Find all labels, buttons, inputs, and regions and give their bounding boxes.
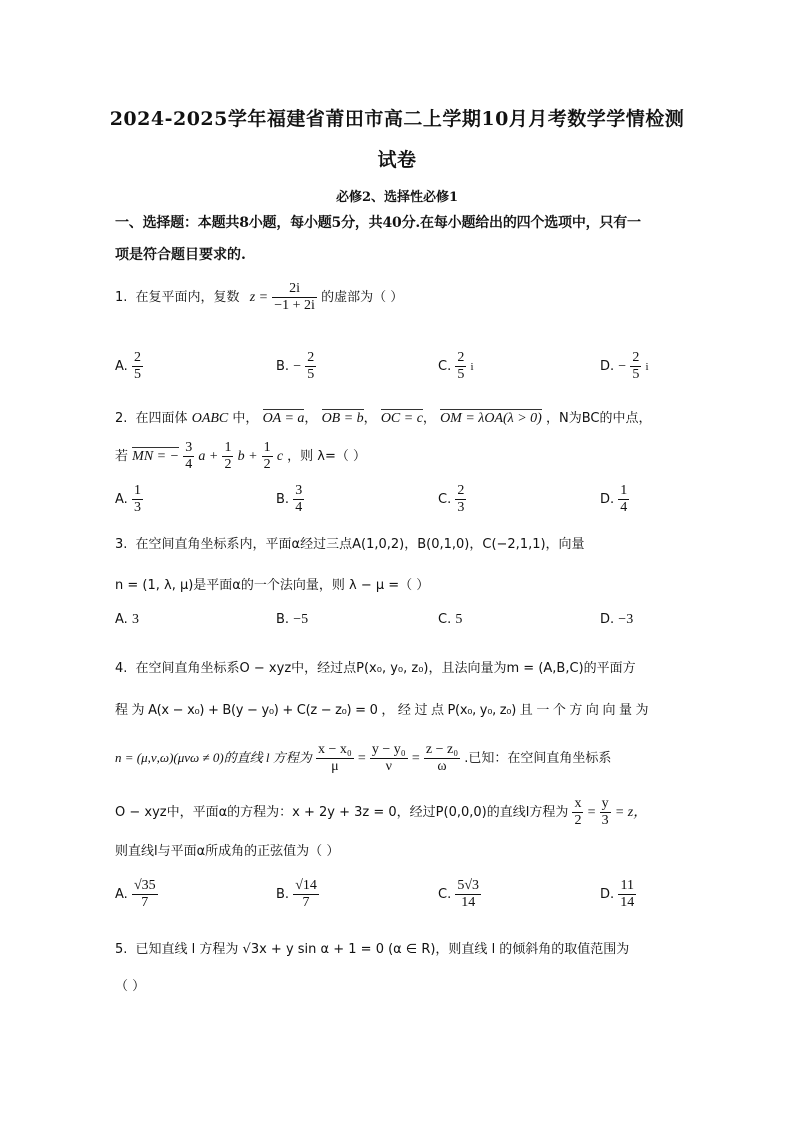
question-2-line1: 2. 在四面体 OABC 中， OA = a， OB = b， OC = c， OM = λOA(λ > 0) ，N为BC的中点， bbox=[115, 411, 652, 426]
fraction-denominator: 4 bbox=[295, 500, 303, 515]
coefficient-fraction bbox=[222, 440, 233, 473]
vector-oa: OA = a bbox=[262, 411, 305, 426]
option-sign: − bbox=[618, 359, 627, 374]
question-text: 在四面体 bbox=[135, 411, 188, 426]
document-title-line1: 2024-2025学年福建省莆田市高二上学期10月月考数学学情检测 bbox=[109, 108, 685, 130]
fraction-numerator: √35 bbox=[133, 878, 156, 893]
option-label: B. bbox=[276, 492, 290, 507]
question-number: 5. bbox=[115, 942, 128, 957]
option-a[interactable] bbox=[115, 350, 143, 383]
option-value: 5 bbox=[455, 612, 463, 627]
fraction-denominator: 5 bbox=[307, 367, 315, 382]
option-c[interactable] bbox=[438, 878, 481, 911]
question-3-line1 bbox=[115, 533, 685, 552]
option-b[interactable] bbox=[276, 483, 304, 516]
fraction-denominator: 5 bbox=[632, 367, 640, 382]
question-text: 程 为 A(x − x₀) + B(y − y₀) + C(z − z₀) = 0 ， 经 过 点 P(x₀, y₀, z₀) 且 一 个 方 向 向 量 为 bbox=[115, 703, 649, 718]
section-heading-line1: 一、选择题：本题共8小题，每小题5分，共40分.在每小题给出的四个选项中，只有一 bbox=[115, 215, 641, 231]
option-label: A. bbox=[115, 612, 128, 627]
option-fraction bbox=[455, 350, 466, 383]
fraction-denominator: ω bbox=[437, 759, 447, 774]
fraction-numerator: y bbox=[601, 796, 609, 811]
question-5-line2 bbox=[115, 975, 685, 994]
fraction-denominator: 14 bbox=[620, 895, 635, 910]
option-label: D. bbox=[600, 612, 615, 627]
option-fraction bbox=[455, 878, 481, 911]
document-subtitle: 必修2、选择性必修1 bbox=[335, 190, 459, 205]
question-text: = z， bbox=[614, 805, 648, 820]
option-b[interactable] bbox=[276, 878, 319, 911]
fraction-denominator: ν bbox=[385, 759, 392, 774]
equation-lhs: z = bbox=[249, 290, 269, 305]
fraction-numerator: 2i bbox=[272, 281, 317, 298]
question-text: 在复平面内，复数 bbox=[135, 290, 240, 305]
option-b[interactable] bbox=[276, 350, 316, 383]
option-fraction bbox=[618, 483, 629, 516]
option-fraction bbox=[455, 483, 466, 516]
option-b[interactable] bbox=[276, 612, 308, 628]
option-a[interactable] bbox=[115, 483, 143, 516]
coefficient-fraction bbox=[262, 440, 273, 473]
section-heading-line2: 项是符合题目要求的. bbox=[115, 247, 246, 263]
option-a[interactable] bbox=[115, 612, 139, 628]
fraction-numerator: z − z₀ bbox=[425, 742, 459, 757]
vector-om: OM = λOA(λ > 0) bbox=[440, 411, 542, 426]
option-value: −3 bbox=[618, 612, 634, 627]
question-text: 则直线l与平面α所成角的正弦值为（ ） bbox=[115, 844, 340, 859]
fraction-denominator: 2 bbox=[263, 457, 271, 472]
option-sign: − bbox=[293, 359, 302, 374]
option-label: C. bbox=[438, 492, 452, 507]
option-label: B. bbox=[276, 359, 290, 374]
option-c[interactable] bbox=[438, 483, 466, 516]
coefficient-fraction bbox=[183, 440, 194, 473]
option-c[interactable] bbox=[438, 612, 462, 628]
option-label: D. bbox=[600, 359, 615, 374]
fraction-numerator: 2 bbox=[133, 350, 141, 365]
option-label: C. bbox=[438, 887, 452, 902]
option-label: D. bbox=[600, 887, 615, 902]
fraction-numerator: √14 bbox=[295, 878, 317, 893]
fraction-numerator: 3 bbox=[295, 483, 303, 498]
question-number: 2. bbox=[115, 411, 128, 426]
fraction-numerator: 1 bbox=[133, 483, 141, 498]
question-text: 在空间直角坐标系O − xyz中，经过点P(x₀, y₀, z₀)，且法向量为m = (A,B,C)的平面方 bbox=[135, 661, 636, 676]
question-text: 的虚部为（ ） bbox=[321, 290, 404, 305]
fraction-denominator: 14 bbox=[461, 895, 476, 910]
fraction-numerator: 1 bbox=[620, 483, 628, 498]
fraction-numerator: y − y₀ bbox=[371, 742, 406, 757]
fraction-denominator: 4 bbox=[185, 457, 193, 472]
question-text: O − xyz中，平面α的方程为：x + 2y + 3z = 0，经过P(0,0,0)的直线l方程为 bbox=[115, 805, 569, 820]
option-fraction bbox=[630, 350, 641, 383]
line-equation-fraction bbox=[316, 742, 354, 775]
question-text: 在空间直角坐标系内，平面α经过三点A(1,0,2)，B(0,1,0)，C(−2,1,1)，向量 bbox=[135, 537, 585, 552]
tetrahedron-name: OABC bbox=[191, 411, 229, 426]
fraction-denominator: 2 bbox=[224, 457, 232, 472]
question-text: 已知直线 l 方程为 √3x + y sin α + 1 = 0 (α ∈ R)，则直线 l 的倾斜角的取值范围为 bbox=[135, 942, 630, 957]
option-fraction bbox=[132, 350, 143, 383]
option-d[interactable] bbox=[600, 612, 633, 628]
fraction-numerator: 5√3 bbox=[457, 878, 480, 893]
option-fraction bbox=[618, 878, 636, 911]
question-number: 3. bbox=[115, 537, 128, 552]
option-a[interactable] bbox=[115, 878, 158, 911]
fraction-denominator: 2 bbox=[574, 813, 582, 828]
fraction-numerator: 2 bbox=[632, 350, 640, 365]
option-value: 3 bbox=[131, 612, 139, 627]
question-4-line2 bbox=[115, 699, 685, 718]
question-4-line4: O − xyz中，平面α的方程为：x + 2y + 3z = 0，经过P(0,0,0)的直线l方程为 $\frac{x}{2}$ = $\frac{y}{3}$ = z， bbox=[115, 796, 648, 828]
question-text: ，则 λ=（ ） bbox=[287, 449, 367, 464]
line-equation-fraction bbox=[600, 796, 611, 829]
fraction-denominator: 3 bbox=[457, 500, 465, 515]
option-fraction bbox=[293, 878, 319, 911]
question-2-line2 bbox=[115, 440, 685, 473]
option-label: C. bbox=[438, 612, 452, 627]
fraction-denominator: 7 bbox=[302, 895, 310, 910]
option-label: B. bbox=[276, 612, 290, 627]
option-label: C. bbox=[438, 359, 452, 374]
section-heading bbox=[115, 207, 685, 271]
option-fraction bbox=[293, 483, 304, 516]
fraction-denominator: 3 bbox=[133, 500, 141, 515]
vector-oc: OC = c bbox=[380, 411, 423, 426]
fraction-denominator: 7 bbox=[141, 895, 149, 910]
line-equation-fraction bbox=[370, 742, 408, 775]
fraction-numerator: 2 bbox=[457, 483, 465, 498]
vector-term: a + bbox=[198, 449, 219, 464]
question-text: （ ） bbox=[115, 979, 146, 994]
question-text: ，N为BC的中点， bbox=[545, 411, 652, 426]
option-suffix: i bbox=[470, 361, 474, 373]
fraction-numerator: 11 bbox=[618, 878, 636, 895]
document-title-line2: 试卷 bbox=[377, 149, 417, 171]
question-text: .已知：在空间直角坐标系 bbox=[464, 751, 612, 766]
option-label: D. bbox=[600, 492, 615, 507]
fraction-denominator: 3 bbox=[601, 813, 609, 828]
option-fraction bbox=[305, 350, 316, 383]
option-d[interactable] bbox=[600, 350, 649, 383]
fraction-numerator: 2 bbox=[457, 350, 465, 365]
question-4-line3: n = (μ,ν,ω)(μνω ≠ 0)的直线 l 方程为 $\frac{\text{x − x₀}}{\mu}$ = $\frac{\text{y − y₀}}{\nu}$ = $\frac{\text{z − z₀}}{\omega}$ .已知：在空间直角坐标系 bbox=[115, 742, 612, 774]
question-number: 1. bbox=[115, 290, 128, 305]
fraction-numerator: x − x₀ bbox=[317, 742, 352, 757]
fraction-denominator: 4 bbox=[620, 500, 628, 515]
fraction-denominator: 5 bbox=[457, 367, 465, 382]
option-suffix: i bbox=[645, 361, 649, 373]
question-number: 4. bbox=[115, 661, 128, 676]
option-label: A. bbox=[115, 359, 128, 374]
vector-ob: OB = b bbox=[321, 411, 364, 426]
vector-term: c bbox=[276, 449, 284, 464]
option-d[interactable] bbox=[600, 483, 629, 516]
option-label: A. bbox=[115, 492, 128, 507]
line-equation-fraction bbox=[424, 742, 460, 775]
fraction-numerator: x bbox=[574, 796, 582, 811]
question-4-line1 bbox=[115, 657, 685, 676]
option-value: −5 bbox=[293, 612, 309, 627]
question-text: n = (μ,ν,ω)(μνω ≠ 0)的直线 l 方程为 bbox=[115, 750, 312, 765]
fraction-denominator: −1 + 2i bbox=[274, 298, 315, 313]
fraction-numerator: 1 bbox=[263, 440, 271, 455]
option-fraction bbox=[132, 878, 158, 911]
vector-term: b + bbox=[237, 449, 258, 464]
option-label: A. bbox=[115, 887, 128, 902]
question-4-line5 bbox=[115, 840, 685, 859]
question-3-line2 bbox=[115, 574, 685, 593]
vector-mn: MN = − bbox=[132, 449, 180, 464]
question-text: n = (1, λ, μ)是平面α的一个法向量，则 λ − μ =（ ） bbox=[115, 578, 430, 593]
question-5-line1 bbox=[115, 938, 685, 957]
complex-fraction bbox=[272, 281, 317, 314]
fraction-numerator: 1 bbox=[224, 440, 232, 455]
option-label: B. bbox=[276, 887, 290, 902]
option-fraction bbox=[132, 483, 143, 516]
line-equation-fraction bbox=[572, 796, 583, 829]
option-c[interactable] bbox=[438, 350, 474, 383]
fraction-denominator: 5 bbox=[133, 367, 141, 382]
fraction-numerator: 3 bbox=[185, 440, 193, 455]
question-text: 中， bbox=[232, 411, 259, 426]
option-d[interactable] bbox=[600, 878, 636, 911]
fraction-numerator: 2 bbox=[307, 350, 315, 365]
fraction-denominator: μ bbox=[331, 759, 339, 774]
question-text: 若 bbox=[115, 449, 129, 464]
question-1 bbox=[115, 281, 685, 314]
